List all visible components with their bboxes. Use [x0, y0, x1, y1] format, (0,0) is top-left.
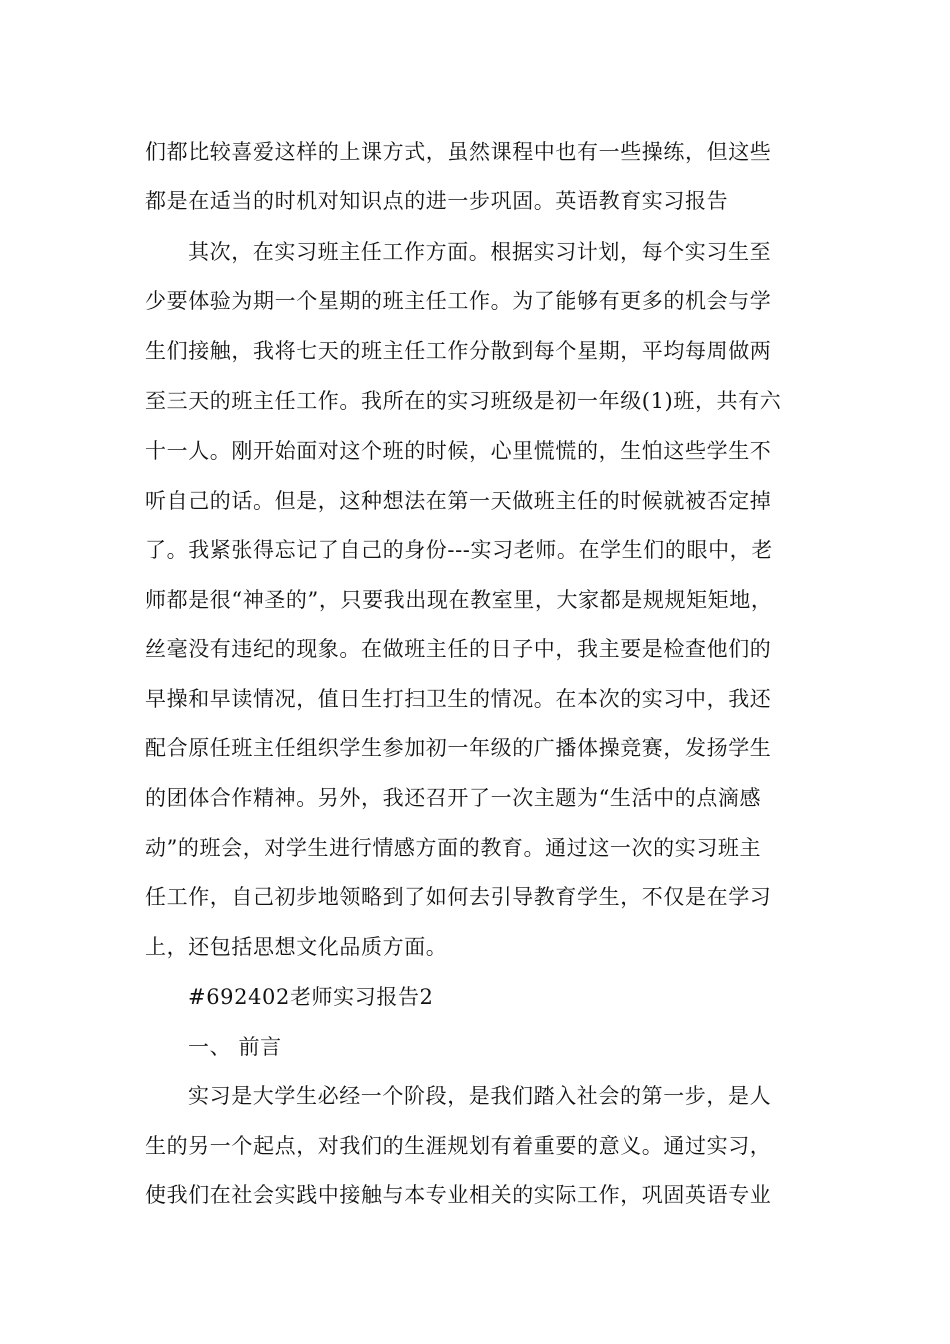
- subsection-heading: 一、 前言: [188, 1035, 282, 1059]
- text-line: 使我们在社会实践中接触与本专业相关的实际工作，巩固英语专业: [145, 1183, 772, 1207]
- paragraph-start-line: 实习是大学生必经一个阶段，是我们踏入社会的第一步，是人: [188, 1084, 772, 1108]
- text-line: 听自己的话。但是，这种想法在第一天做班主任的时候就被否定掉: [145, 489, 772, 513]
- text-line: 动”的班会，对学生进行情感方面的教育。通过这一次的实习班主: [145, 836, 762, 860]
- text-line: 们都比较喜爱这样的上课方式，虽然课程中也有一些操练，但这些: [145, 140, 772, 164]
- paragraph-start-line: 其次，在实习班主任工作方面。根据实习计划，每个实习生至: [188, 240, 772, 264]
- text-line: 少要体验为期一个星期的班主任工作。为了能够有更多的机会与学: [145, 289, 772, 313]
- text-line: 早操和早读情况，值日生打扫卫生的情况。在本次的实习中，我还: [145, 687, 772, 711]
- text-line: 都是在适当的时机对知识点的进一步巩固。英语教育实习报告: [145, 189, 729, 213]
- text-line: 师都是很“神圣的”，只要我出现在教室里，大家都是规规矩矩地，: [145, 588, 773, 612]
- text-line: 任工作，自己初步地领略到了如何去引导教育学生，不仅是在学习: [145, 885, 772, 909]
- text-line: 上，还包括思想文化品质方面。: [145, 935, 448, 959]
- text-line: 生们接触，我将七天的班主任工作分散到每个星期，平均每周做两: [145, 339, 772, 363]
- text-line: 十一人。刚开始面对这个班的时候，心里慌慌的，生怕这些学生不: [145, 439, 772, 463]
- text-line: 配合原任班主任组织学生参加初一年级的广播体操竞赛，发扬学生: [145, 736, 772, 760]
- section-heading: #692402老师实习报告2: [188, 985, 434, 1009]
- text-line: 的团体合作精神。另外，我还召开了一次主题为“生活中的点滴感: [145, 786, 762, 810]
- text-line: 了。我紧张得忘记了自己的身份---实习老师。在学生们的眼中，老: [145, 538, 773, 562]
- text-line: 至三天的班主任工作。我所在的实习班级是初一年级(1)班，共有六: [145, 389, 782, 413]
- text-line: 生的另一个起点，对我们的生涯规划有着重要的意义。通过实习，: [145, 1134, 772, 1158]
- text-line: 丝毫没有违纪的现象。在做班主任的日子中，我主要是检查他们的: [145, 637, 772, 661]
